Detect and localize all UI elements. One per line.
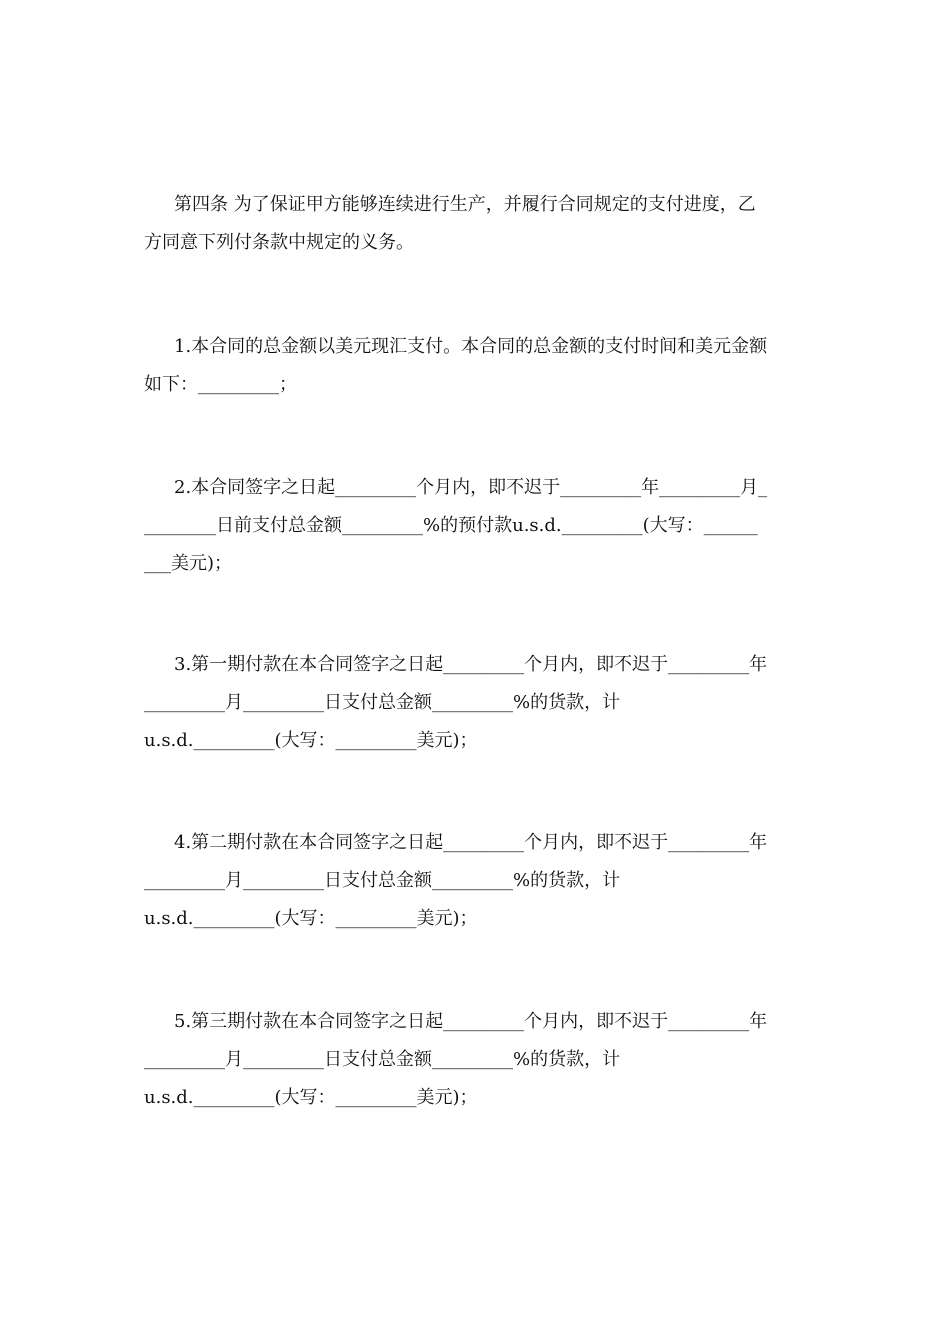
text-line: 5.第三期付款在本合同签字之日起_________个月内，即不迟于_________年	[174, 1011, 768, 1032]
text-line: 1.本合同的总金额以美元现汇支付。本合同的总金额的支付时间和美元金额	[174, 336, 768, 357]
text-line: ________日前支付总金额_________%的预付款u.s.d._________(大写：______	[144, 515, 758, 536]
text-line: _________月_________日支付总金额_________%的货款，计	[144, 1049, 621, 1070]
text-line: u.s.d._________(大写：_________美元)；	[144, 730, 478, 751]
text-line: 2.本合同签字之日起_________个月内，即不迟于_________年_________月_	[174, 477, 768, 498]
text-line: 3.第一期付款在本合同签字之日起_________个月内，即不迟于_________年	[174, 654, 768, 675]
text-line: _________月_________日支付总金额_________%的货款，计	[144, 692, 621, 713]
text-line: u.s.d._________(大写：_________美元)；	[144, 908, 478, 929]
text-line: _________月_________日支付总金额_________%的货款，计	[144, 870, 621, 891]
text-line: 第四条 为了保证甲方能够连续进行生产，并履行合同规定的支付进度，乙	[174, 194, 756, 215]
text-line: 如下：_________；	[144, 374, 297, 395]
text-line: u.s.d._________(大写：_________美元)；	[144, 1087, 478, 1108]
text-line: 4.第二期付款在本合同签字之日起_________个月内，即不迟于_________年	[174, 832, 768, 853]
text-line: ___美元)；	[144, 553, 233, 574]
text-line: 方同意下列付条款中规定的义务。	[144, 232, 414, 253]
